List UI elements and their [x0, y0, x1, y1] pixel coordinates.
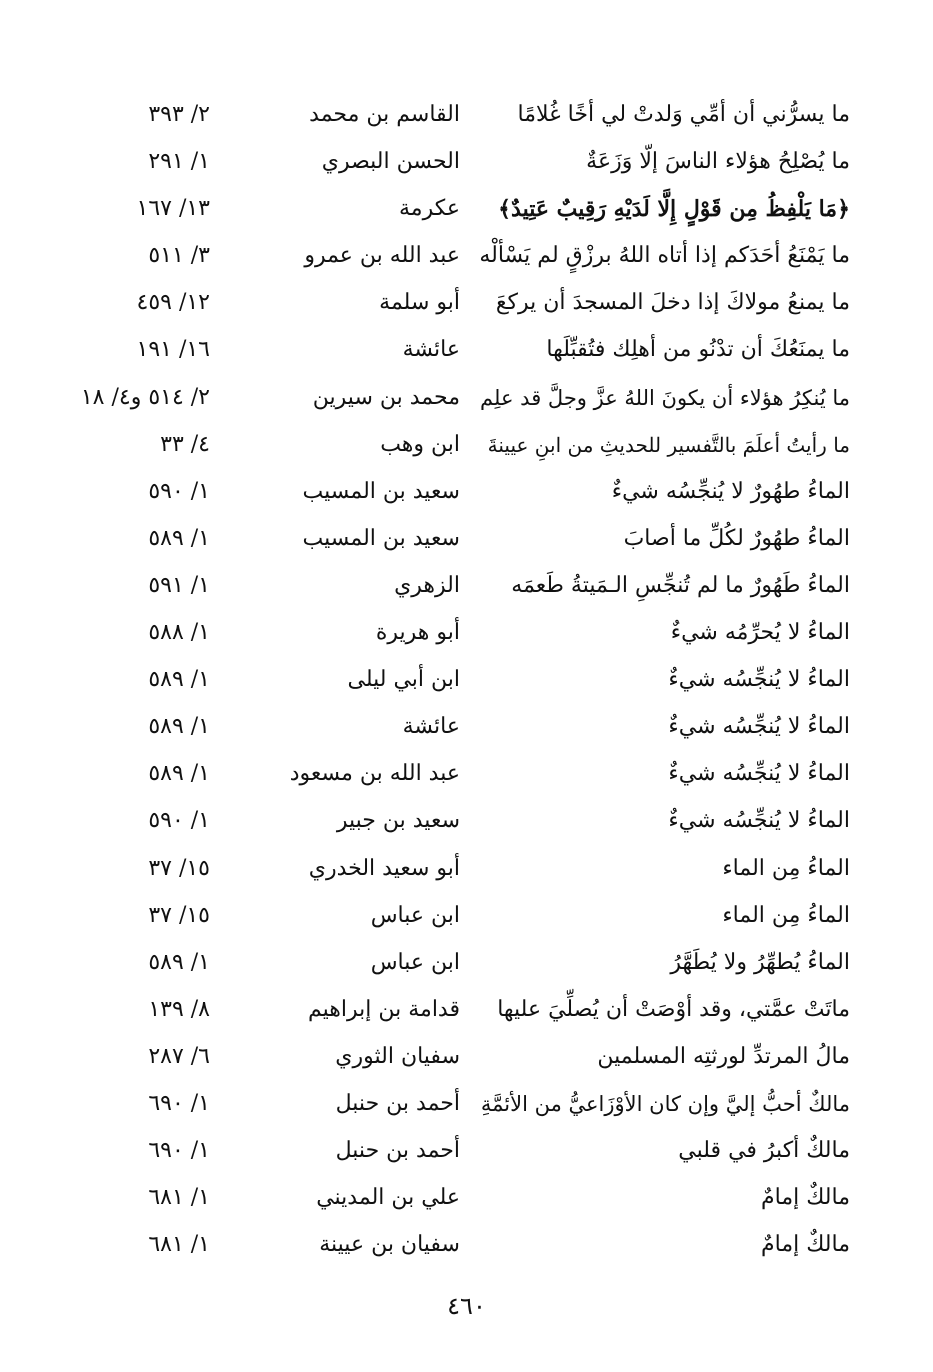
entry-text: الماءُ لا يُنجِّسُه شيءٌ — [668, 761, 850, 787]
index-row — [90, 233, 850, 280]
entry-text: الماءُ طهُورٌ لا يُنجِّسُه شيءٌ — [611, 478, 850, 504]
entry-reference: ١/ ٥٩١ — [148, 572, 210, 598]
entry-reference: ١/ ٢٩١ — [148, 149, 210, 175]
entry-reference: ٢/ ٥١٤ و٤/ ١٨ — [80, 384, 210, 410]
index-row — [90, 940, 850, 987]
entry-narrator: عبد الله بن عمرو — [304, 243, 460, 269]
index-row — [90, 139, 850, 186]
entry-narrator: سفيان الثوري — [335, 1043, 460, 1069]
entry-narrator: عائشة — [402, 337, 460, 363]
entry-reference: ١/ ٥٩٠ — [148, 808, 210, 834]
entry-narrator: القاسم بن محمد — [309, 102, 460, 127]
entry-reference: ١/ ٦٩٠ — [148, 1090, 210, 1116]
entry-text: الماءُ طَهُورٌ ما لم تُنجِّسِ الـمَيتةُ طَعمَه — [511, 572, 850, 598]
entry-reference: ١/ ٥٨٩ — [148, 949, 210, 975]
entry-text: مالُ المرتدِّ لورثتِه المسلمين — [597, 1043, 850, 1069]
entry-narrator: أبو سعيد الخدري — [308, 855, 460, 881]
entry-reference: ١٣/ ١٦٧ — [136, 196, 210, 222]
index-row — [90, 92, 850, 139]
entry-narrator: عكرمة — [399, 196, 460, 222]
entry-text: مالكٌ إمامٌ — [761, 1232, 850, 1258]
entry-narrator: علي بن المديني — [316, 1185, 460, 1211]
index-row — [90, 610, 850, 657]
entry-text: الماءُ مِن الماء — [722, 855, 850, 881]
entry-reference: ١/ ٥٨٩ — [148, 714, 210, 740]
entry-reference: ١/ ٥٨٩ — [148, 525, 210, 551]
entry-narrator: سفيان بن عيينة — [319, 1232, 460, 1258]
entry-reference: ١/ ٦٨١ — [148, 1232, 210, 1258]
entry-text: ما يسرُّني أن أمِّي وَلدتْ لي أخًا غُلامًا — [517, 102, 850, 127]
index-row — [90, 1128, 850, 1175]
entry-reference: ١/ ٥٨٩ — [148, 667, 210, 693]
entry-reference: ٣/ ٥١١ — [148, 243, 210, 269]
entry-text: ﴿مَا يَلْفِظُ مِن قَوْلٍ إِلَّا لَدَيْهِ رَقِيبٌ عَتِيدٌ﴾ — [498, 196, 850, 223]
entry-narrator: قدامة بن إبراهيم — [308, 996, 460, 1022]
entry-text: ماتَتْ عمَّتي، وقد أوْصَتْ أن يُصلِّيَ عليها — [497, 996, 850, 1022]
entry-text: الماءُ لا يُنجِّسُه شيءٌ — [668, 667, 850, 693]
index-row — [90, 327, 850, 374]
entry-narrator: سعيد بن المسيب — [302, 478, 460, 504]
index-row — [90, 893, 850, 940]
entry-text: الماءُ لا يُنجِّسُه شيءٌ — [668, 808, 850, 834]
entry-narrator: أبو سلمة — [379, 290, 460, 316]
entry-reference: ١/ ٥٨٨ — [148, 620, 210, 646]
entry-narrator: الزهري — [394, 572, 460, 598]
entry-text: ما يَمْنَعُ أحَدَكم إذا أتاه اللهُ برزْقٍ لم يَسْألْه — [479, 243, 850, 269]
index-row — [90, 657, 850, 704]
entry-text: الماءُ مِن الماء — [722, 902, 850, 928]
entry-narrator: ابن أبي ليلى — [347, 667, 460, 693]
entry-reference: ١٢/ ٤٥٩ — [136, 290, 210, 316]
index-table — [80, 92, 850, 1269]
entry-narrator: محمد بن سيرين — [312, 384, 460, 410]
entry-reference: ١٦/ ١٩١ — [136, 337, 210, 363]
index-row — [90, 516, 850, 563]
index-row — [90, 1034, 850, 1081]
entry-narrator: أحمد بن حنبل — [335, 1138, 460, 1164]
entry-reference: ٢/ ٣٩٣ — [148, 102, 210, 127]
entry-reference: ١/ ٦٩٠ — [148, 1138, 210, 1164]
entry-reference: ١/ ٦٨١ — [148, 1185, 210, 1211]
entry-text: ما يُصْلِحُ هؤلاء الناسَ إلّا وَزَعَةٌ — [586, 149, 850, 175]
index-row — [90, 704, 850, 751]
entry-text: الماءُ طهُورٌ لكُلِّ ما أصابَ — [623, 525, 850, 551]
entry-text: مالكٌ أحبُّ إليَّ وإن كان الأوْزَاعيُّ من الأئمَّةِ — [480, 1091, 850, 1116]
entry-narrator: أبو هريرة — [375, 620, 460, 646]
entry-narrator: ابن وهب — [380, 431, 460, 457]
index-row — [90, 422, 850, 469]
index-row — [90, 1222, 850, 1269]
index-row — [80, 375, 850, 422]
index-row — [90, 469, 850, 516]
entry-reference: ١/ ٥٨٩ — [148, 761, 210, 787]
entry-text: مالكٌ أكبرُ في قلبي — [678, 1138, 850, 1164]
entry-text: ما رأيتُ أعلَمَ بالتَّفسير للحديثِ من ابنِ عيينةَ — [487, 432, 850, 457]
entry-narrator: أحمد بن حنبل — [335, 1090, 460, 1116]
entry-text: ما يُنكِرُ هؤلاء أن يكونَ اللهُ عزَّ وجلَّ قد علِم — [480, 385, 850, 410]
entry-narrator: سعيد بن المسيب — [302, 525, 460, 551]
entry-narrator: عبد الله بن مسعود — [289, 761, 460, 787]
index-row — [90, 798, 850, 845]
index-row — [90, 186, 850, 233]
entry-reference: ٨/ ١٣٩ — [148, 996, 210, 1022]
entry-narrator: ابن عباس — [370, 949, 460, 975]
entry-text: الماءُ يُطهِّرُ ولا يُطَهَّرُ — [670, 949, 850, 975]
entry-narrator: الحسن البصري — [321, 149, 460, 175]
index-row — [90, 846, 850, 893]
entry-text: ما يمنَعُكَ أن تدْنُو من أهلِك فتُقبِّلَها — [546, 337, 850, 363]
index-row — [90, 1175, 850, 1222]
entry-reference: ٤/ ٣٣ — [160, 431, 210, 457]
index-row — [90, 987, 850, 1034]
index-row — [90, 563, 850, 610]
entry-text: الماءُ لا يُنجِّسُه شيءٌ — [668, 714, 850, 740]
entry-reference: ١٥/ ٣٧ — [148, 855, 210, 881]
index-row — [90, 280, 850, 327]
entry-text: مالكٌ إمامٌ — [761, 1185, 850, 1211]
entry-narrator: سعيد بن جبير — [336, 808, 460, 834]
index-row — [90, 1081, 850, 1128]
entry-reference: ١٥/ ٣٧ — [148, 902, 210, 928]
entry-text: الماءُ لا يُحرِّمُه شيءٌ — [670, 620, 850, 646]
entry-text: ما يمنعُ مولاكَ إذا دخلَ المسجدَ أن يركعَ — [495, 290, 850, 316]
page-number: ٤٦٠ — [447, 1292, 486, 1320]
entry-narrator: عائشة — [402, 714, 460, 740]
entry-reference: ٦/ ٢٨٧ — [148, 1043, 210, 1069]
entry-reference: ١/ ٥٩٠ — [148, 478, 210, 504]
index-row — [90, 751, 850, 798]
entry-narrator: ابن عباس — [370, 902, 460, 928]
